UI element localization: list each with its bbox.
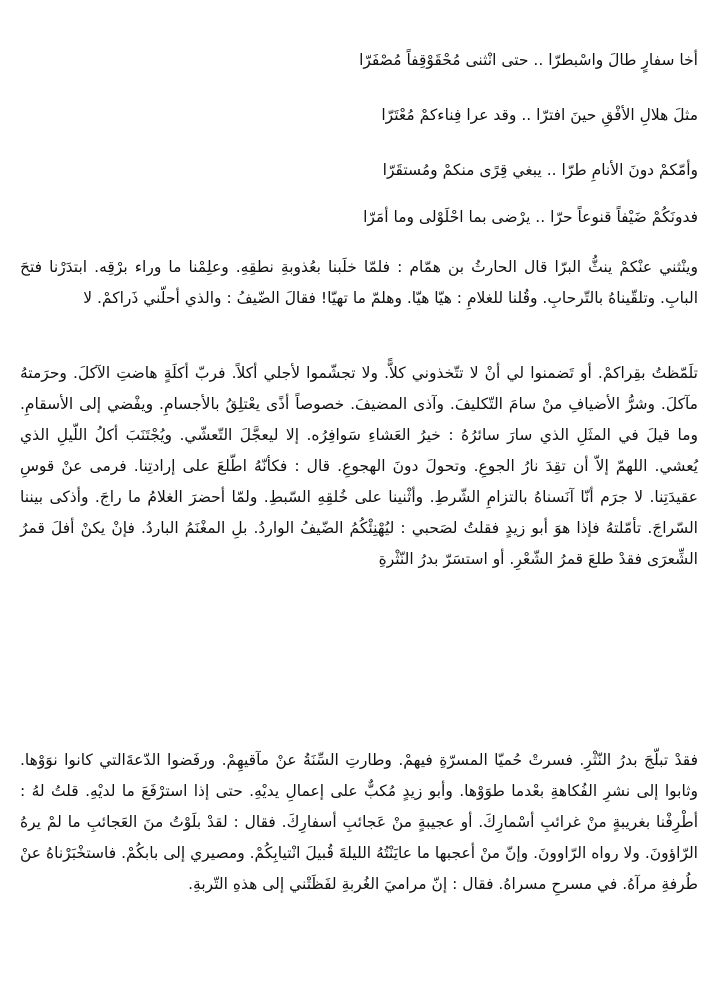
paragraph-1: وينْثني عنْكمْ ينثُّ البرّا قال الحارثُ بن همّام : فلمّا خلَبنا بعُذوبةِ نطقِهِ. وعلِمْنا ما وراء برْقِه. ابتدَرْنا فتحَ البابِ. وتلقّيناهُ بالتّرحابِ. وقُلنا للغلامِ : هيّا هيّا. وهلمّ ما تهيّا! فقالَ الضّيفُ : والذي أحلّني ذَراكمْ. لا: [20, 258, 698, 307]
verse-line-4: فدونَكُمْ ضَيْفاً قنوعاً حرّا .. يرْضى بما احْلَوْلى وما أمَرّا: [363, 208, 698, 226]
verse-line-1: أخا سفارٍ طالَ واسْبطرّا .. حتى انْثنى مُحْقَوْقِفاً مُصْفَرّا: [359, 51, 698, 69]
verse-line-2: مثلَ هلالِ الأفْقِ حينَ افترّا .. وقد عرا فِناءكمْ مُعْتَرّا: [381, 106, 698, 124]
paragraph-3: فقدْ تبلّجَ بدرُ النّثْرِ. فسرتْ حُميّا المسرّةِ فيهمْ. وطارتِ السِّنَةُ عنْ مآقيهِمْ. ورفَضوا الدّعةَالتي كانوا نوَوْها. وثابوا إلى نشرِ الفُكاهةِ بعْدما طوَوْها. وأبو زيدٍ مُكبٌّ على إعمالِ يديْهِ. حتى إذا استرْفَعَ ما لديْهِ. قلتُ لهُ : أطْرِفْنا بغريبةٍ منْ غرائبِ أسْمارِكَ. أو عجيبةٍ منْ عَجائبِ أسفارِكَ. فقال : لقدْ بلَوْتُ منَ العَجائبِ ما لمْ يرهُ الرّاؤونَ. ولا رواه الرّاوونَ. وإنّ منْ أعجبها ما عايَنْتُهُ الليلةَ قُبيلَ انْتيابِكُمْ. ومصيري إلى بابكُمْ. فاستخْبَرْناهُ عنْ طُرفةِ مرآهُ. في مسرحِ مسراهُ. فقال : إنّ مراميَ الغُربةِ لفَظَتْني إلى هذهِ التّربةِ.: [20, 751, 698, 893]
verse-line-3: وأمّكمْ دونَ الأنامِ طرّا .. يبغي قِرًى منكمْ ومُستقَرّا: [382, 161, 698, 179]
paragraph-2: تلَمّظتُ بقِراكمْ. أو تَضمنوا لي أنْ لا تتّخذوني كلاًّ. ولا تجشّموا لأجلي أكلاً. فربّ أكلَةٍ هاضتِ الآكلَ. وحرَمتهُ مآكلَ. وشرُّ الأضيافِ منْ سامَ التّكليفَ. وآذى المضيفَ. خصوصاً أذًى يعْتلِقُ بالأجسامِ. ويفْضي إلى الأسقامِ. وما قيلَ في المثَلِ الذي سارَ سائرُهُ : خيرُ العَشاءِ سَوافِرُه. إلا ليعجَّلَ التّعشّي. ويُجْتَنَبَ أكلُ اللّيلِ الذي يُعشي. اللهمّ إلاّ أن تقِدَ نارُ الجوعِ. وتحولَ دونَ الهجوعِ. قال : فكأنّهُ اطّلعَ على إرادتِنا. فرمى عنْ قوسِ عقيدَتِنا. لا جرَم أنّا آنَسناهُ بالتزامِ الشّرطِ. وأثْنينا على خُلقِهِ السّبطِ. ولمّا أحضرَ الغلامُ ما راجَ. وأذكى بيننا السّراجَ. تأمّلتهُ فإذا هوَ أبو زيدٍ فقلتُ لصَحبي : ليُهْنِئْكُمُ الضّيفُ الواردُ. بلِ المغْنَمُ الباردُ. فإنْ يكنْ أفلَ قمرُ الشِّعرَى فقدْ طلعَ قمرُ الشّعْرِ. أو استسَرّ بدرُ النّثْرةِ: [20, 364, 698, 568]
